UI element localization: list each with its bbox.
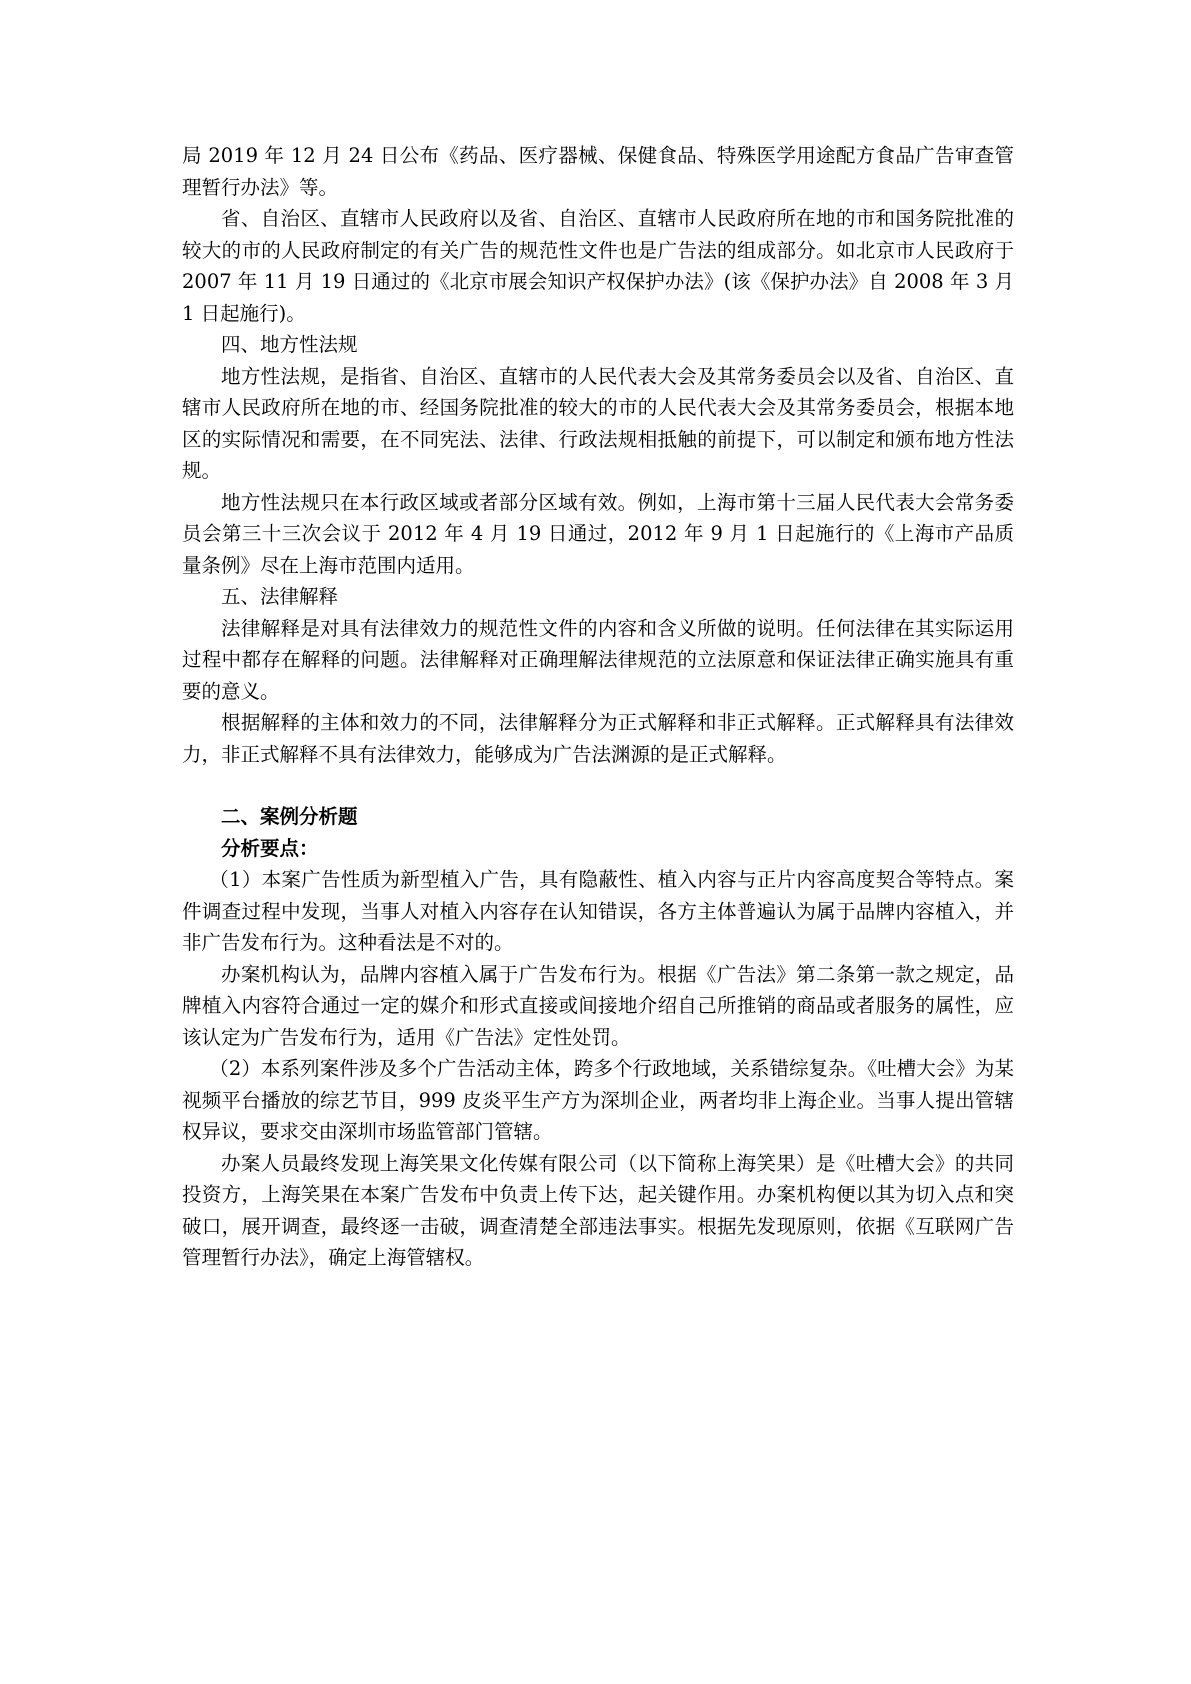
paragraph-point-1: （1）本案广告性质为新型植入广告，具有隐蔽性、植入内容与正片内容高度契合等特点。案件调查过程中发现，当事人对植入内容存在认知错误，各方主体普遍认为属于品牌内容植入，并非广告发布行为。这种看法是不对的。	[182, 868, 1014, 954]
paragraph-jurisdiction: 办案人员最终发现上海笑果文化传媒有限公司（以下简称上海笑果）是《吐槽大会》的共同投资方，上海笑果在本案广告发布中负责上传下达，起关键作用。办案机构便以其为切入点和突破口，展开调查，最终逐一击破，调查清楚全部违法事实。根据先发现原则，依据《互联网广告管理暂行办法》，确定上海管辖权。	[182, 1151, 1014, 1269]
paragraph-continuation: 局 2019 年 12 月 24 日公布《药品、医疗器械、保健食品、特殊医学用途配方食品广告审查管理暂行办法》等。	[182, 144, 1014, 199]
document-body	[182, 140, 1014, 1274]
paragraph-local-regulations-scope: 地方性法规只在本行政区域或者部分区域有效。例如，上海市第十三届人民代表大会常务委员会第三十三次会议于 2012 年 4 月 19 日通过，2012 年 9 月 1 日起施行的《上海市产品质量条例》尽在上海市范围内适用。	[182, 490, 1014, 577]
paragraph-point-2: （2）本系列案件涉及多个广告活动主体，跨多个行政地域，关系错综复杂。《吐槽大会》为某视频平台播放的综艺节目，999 皮炎平生产方为深圳企业，两者均非上海企业。当事人提出管辖权异议，要求交由深圳市场监管部门管辖。	[182, 1057, 1014, 1143]
paragraph-agency-view: 办案机构认为，品牌内容植入属于广告发布行为。根据《广告法》第二条第一款之规定，品牌植入内容符合通过一定的媒介和形式直接或间接地介绍自己所推销的商品或者服务的属性，应该认定为广告发布行为，适用《广告法》定性处罚。	[182, 962, 1014, 1049]
heading-legal-interpretation: 五、法律解释	[221, 585, 339, 608]
section-title-case-analysis: 二、案例分析题	[221, 805, 358, 828]
paragraph-normative-documents: 省、自治区、直辖市人民政府以及省、自治区、直辖市人民政府所在地的市和国务院批准的较大的市的人民政府制定的有关广告的规范性文件也是广告法的组成部分。如北京市人民政府于 2007 年 11 月 19 日通过的《北京市展会知识产权保护办法》(该《保护办法》自 2008 年 3 月 1 日起施行)。	[182, 207, 1014, 325]
subtitle-analysis-points: 分析要点：	[221, 836, 319, 860]
heading-local-regulations: 四、地方性法规	[221, 333, 358, 356]
paragraph-local-regulations-definition: 地方性法规，是指省、自治区、直辖市的人民代表大会及其常务委员会以及省、自治区、直辖市人民政府所在地的市、经国务院批准的较大的市的人民代表大会及其常务委员会，根据本地区的实际情况和需要，在不同宪法、法律、行政法规相抵触的前提下，可以制定和颁布地方性法规。	[182, 364, 1014, 482]
paragraph-legal-interpretation-definition: 法律解释是对具有法律效力的规范性文件的内容和含义所做的说明。任何法律在其实际运用过程中都存在解释的问题。法律解释对正确理解法律规范的立法原意和保证法律正确实施具有重要的意义。	[182, 616, 1014, 703]
paragraph-legal-interpretation-types: 根据解释的主体和效力的不同，法律解释分为正式解释和非正式解释。正式解释具有法律效力，非正式解释不具有法律效力，能够成为广告法渊源的是正式解释。	[182, 711, 1014, 766]
